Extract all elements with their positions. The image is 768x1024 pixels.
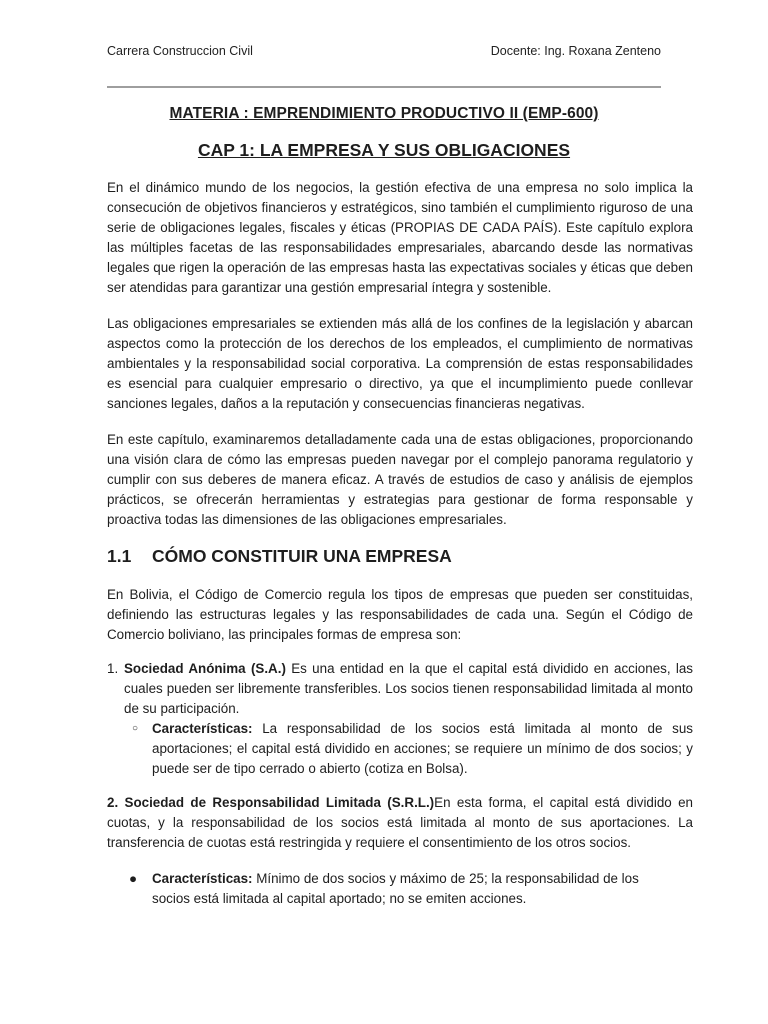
bullet-description: Mínimo de dos socios y máximo de 25; la responsabilidad de los socios está limitada al capital aportado; no se emiten acciones. bbox=[152, 871, 639, 906]
item-description: Es una entidad en la que el capital está dividido en acciones, las cuales pueden ser libremente transferibles. Los socios tienen responsabilidad limitada al monto de su participación. bbox=[124, 661, 693, 716]
filled-bullet-icon: ● bbox=[129, 871, 138, 886]
item-body bbox=[124, 659, 693, 719]
page-header bbox=[107, 44, 661, 58]
bullet-item bbox=[129, 869, 693, 909]
header-teacher: Docente: Ing. Roxana Zenteno bbox=[490, 44, 661, 58]
section-intro: En Bolivia, el Código de Comercio regula los tipos de empresas que pueden ser constituidas, definiendo las estructuras legales y las responsabilidades de cada una. Según el Código de Comercio boliviano, las principales formas de empresa son: bbox=[107, 587, 693, 642]
hollow-bullet-icon: ○ bbox=[132, 723, 139, 734]
intro-paragraph-1: En el dinámico mundo de los negocios, la gestión efectiva de una empresa no solo implica la consecución de objetivos financieros y estratégicos, sino también el cumplimiento riguroso de una serie de obligaciones legales, fiscales y éticas (PROPIAS DE CADA PAÍS). Este capítulo explora las múltiples facetas de las responsabilidades empresariales, abarcando desde las normativas legales que rigen la operación de las empresas hasta las expectativas sociales y éticas que deben ser atendidas para garantizar una gestión empresarial íntegra y sostenible. bbox=[107, 180, 693, 295]
document-body bbox=[107, 178, 693, 909]
bullet-term: Características: bbox=[152, 871, 253, 886]
header-career: Carrera Construccion Civil bbox=[107, 44, 253, 58]
intro-paragraph-3: En este capítulo, examinaremos detalladamente cada una de estas obligaciones, proporcionando una visión clara de cómo las empresas pueden navegar por el complejo panorama regulatorio y cumplir con sus deberes de manera eficaz. A través de estudios de caso y análisis de ejemplos prácticos, se ofrecerán herramientas y estrategias para gestionar de forma responsable y proactiva todas las dimensiones de las obligaciones empresariales. bbox=[107, 432, 693, 527]
srl-description: En esta forma, el capital está dividido en cuotas, y la responsabilidad de los socios está limitada al monto de sus aportaciones. La transferencia de cuotas está restringida y requiere el consentimiento de los otros socios. bbox=[107, 795, 693, 850]
sub-item-term: Características: bbox=[152, 721, 253, 736]
srl-term: 2. Sociedad de Responsabilidad Limitada (S.R.L.) bbox=[107, 795, 435, 810]
intro-paragraph-2: Las obligaciones empresariales se extienden más allá de los confines de la legislación y abarcan aspectos como la protección de los derechos de los empleados, el cumplimiento de normativas ambientales y la responsabilidad social corporativa. La comprensión de estas responsabilidades es esencial para cualquier empresario o directivo, ya que el incumplimiento puede conllevar sanciones legales, daños a la reputación y consecuencias financieras negativas. bbox=[107, 316, 693, 411]
section-title: CÓMO CONSTITUIR UNA EMPRESA bbox=[152, 546, 452, 566]
item-number: 1. bbox=[107, 661, 119, 676]
section-heading bbox=[107, 546, 693, 567]
list-item-srl bbox=[107, 793, 693, 853]
sub-item-body bbox=[152, 719, 693, 779]
bullet-body bbox=[152, 869, 672, 909]
chapter-title: CAP 1: LA EMPRESA Y SUS OBLIGACIONES bbox=[197, 140, 571, 160]
item-term: Sociedad Anónima (S.A.) bbox=[124, 661, 286, 676]
header-divider bbox=[107, 86, 661, 88]
list-item-sa bbox=[107, 659, 693, 779]
section-number: 1.1 bbox=[107, 546, 132, 566]
numbered-item bbox=[107, 659, 693, 719]
sub-item bbox=[132, 719, 693, 779]
sub-item-description: La responsabilidad de los socios está limitada al monto de sus aportaciones; el capital está dividido en acciones; se requiere un mínimo de dos socios; y puede ser de tipo cerrado o abierto (cotiza en Bolsa). bbox=[152, 721, 693, 776]
course-title: MATERIA : EMPRENDIMIENTO PRODUCTIVO II (EMP-600) bbox=[169, 105, 599, 122]
